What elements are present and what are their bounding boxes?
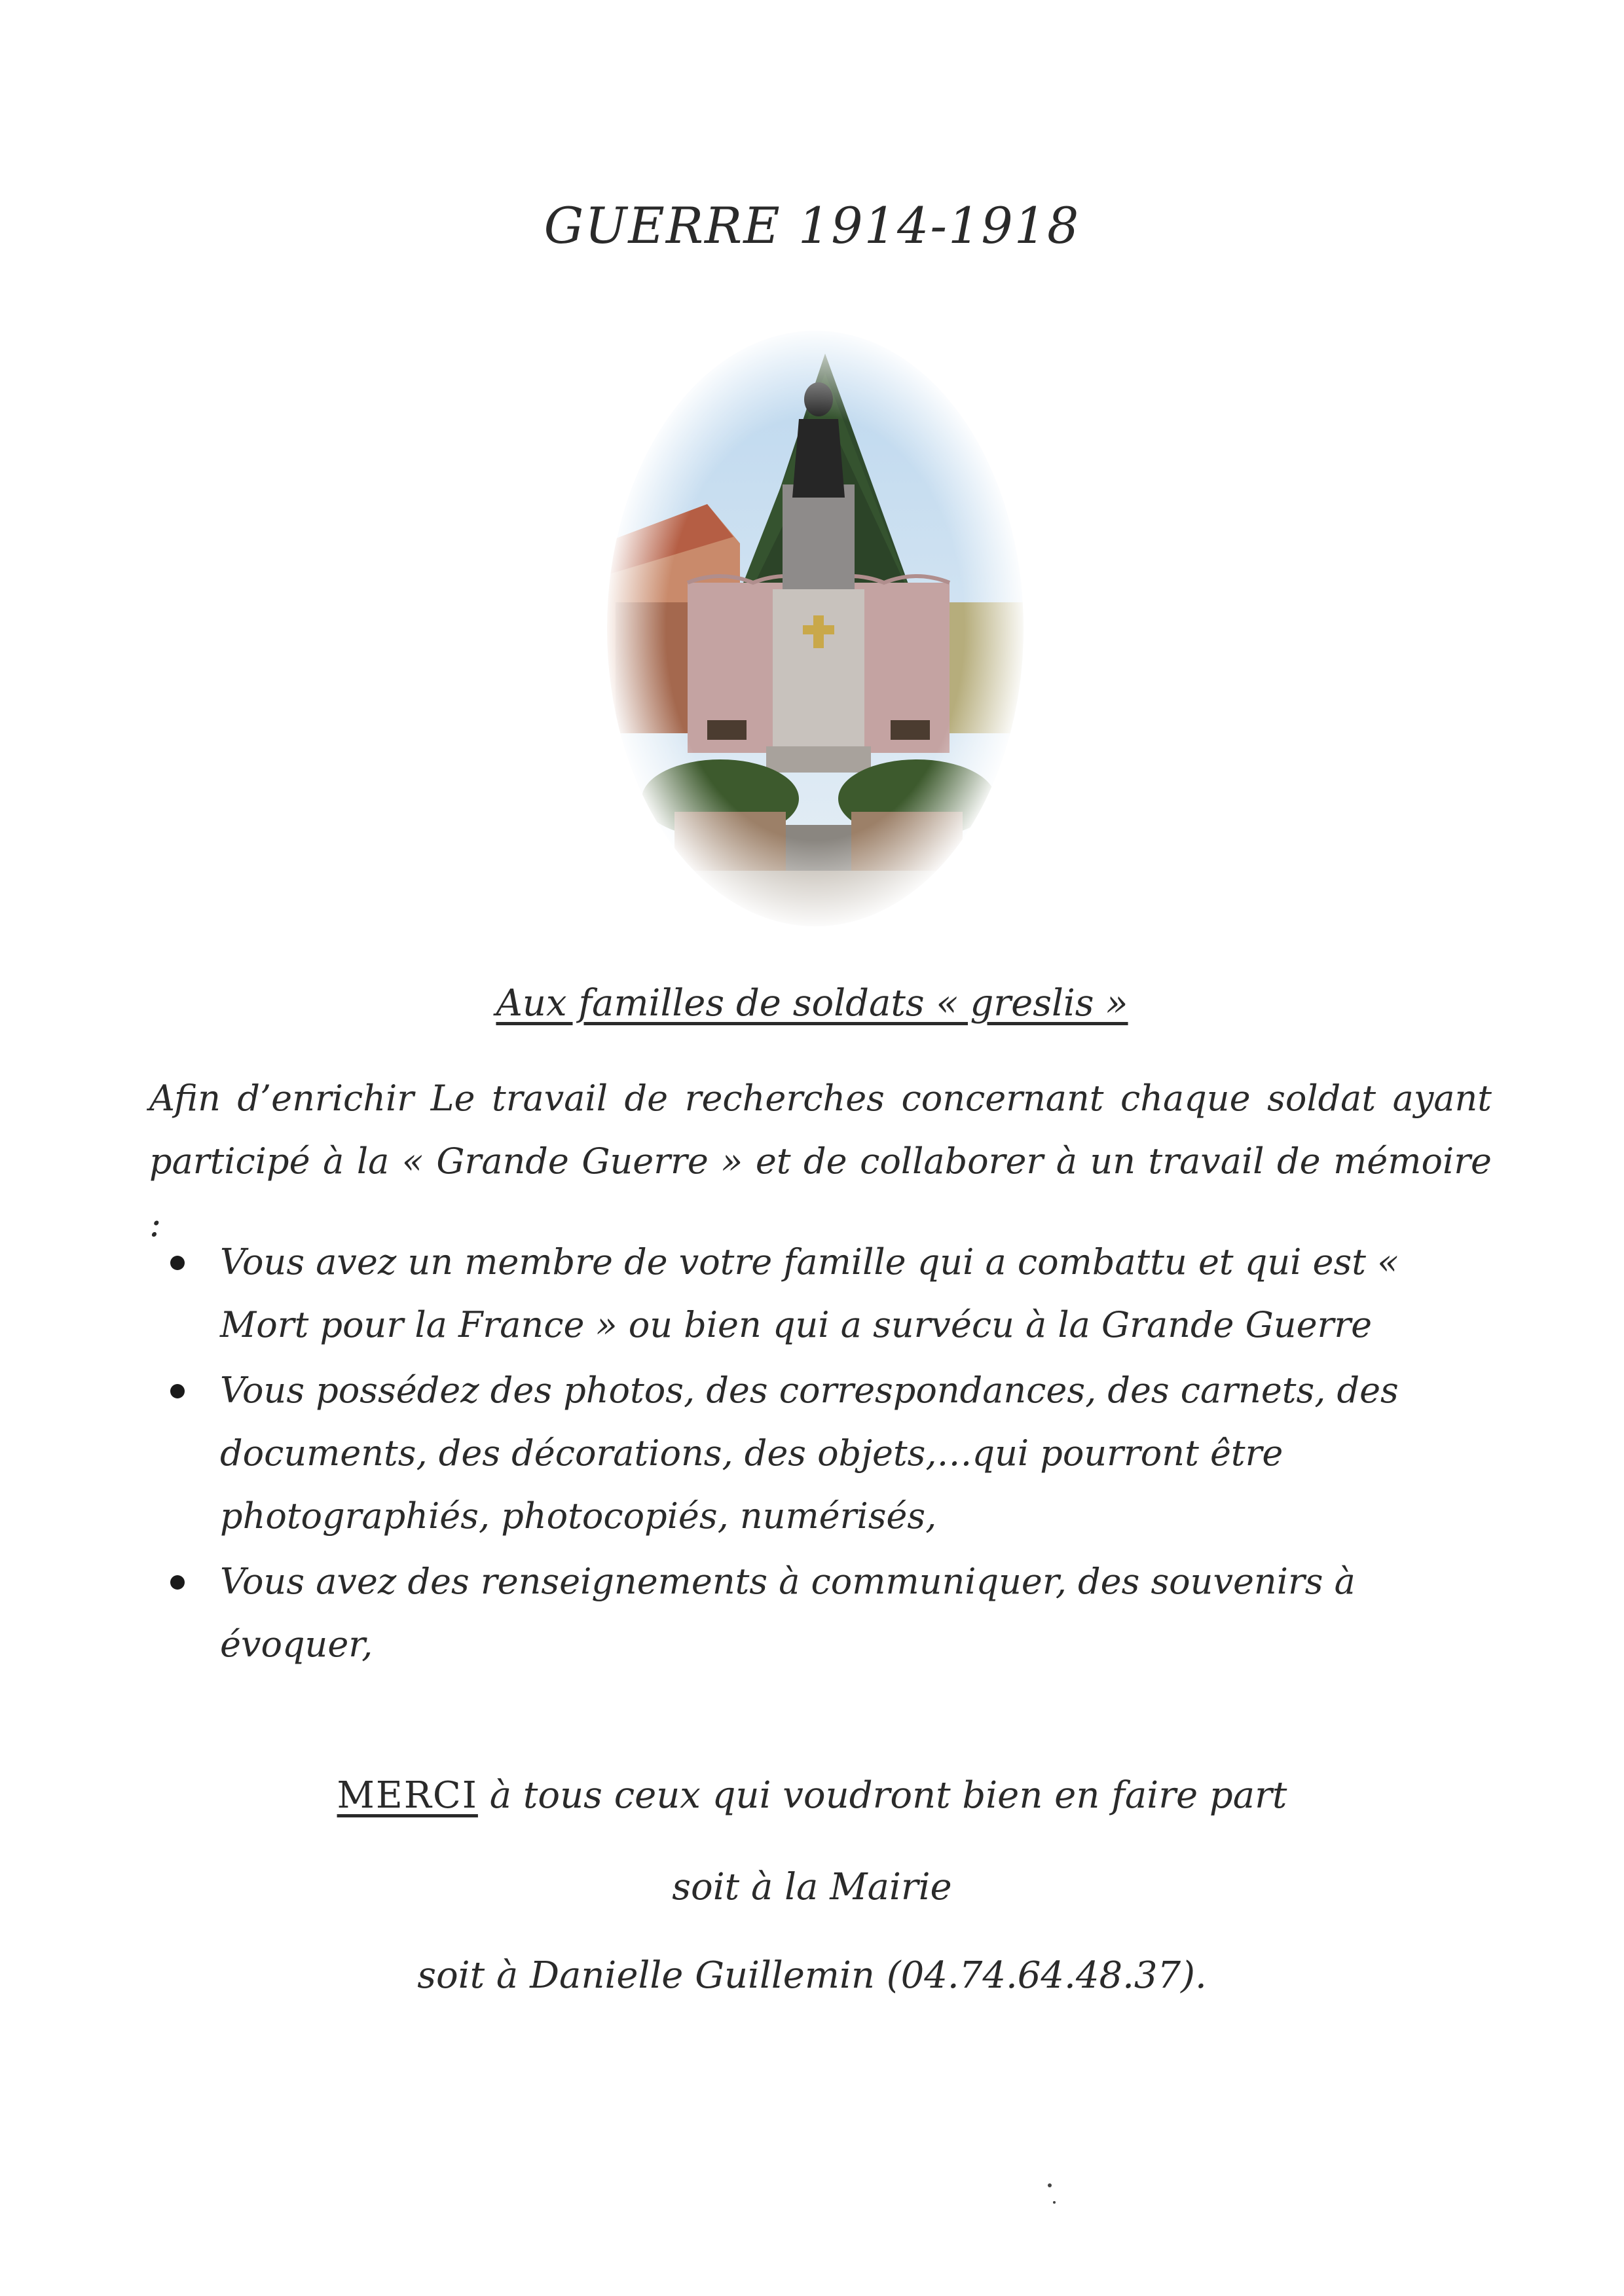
list-item: [149, 1550, 1459, 1676]
thanks-line: [0, 1774, 1624, 1817]
war-memorial-photo: [602, 327, 1028, 930]
bullet-icon: [170, 1384, 185, 1398]
contact-mairie: soit à la Mairie: [672, 1866, 952, 1908]
memorial-illustration: [602, 327, 1028, 930]
scan-speck: [1048, 2183, 1052, 2187]
list-item-text: Vous avez des renseignements à communiquer, des souvenirs à évoquer,: [220, 1561, 1356, 1665]
bullet-icon: [170, 1256, 185, 1270]
scan-speck: [1053, 2201, 1056, 2204]
contact-person: soit à Danielle Guillemin (04.74.64.48.37).: [417, 1954, 1207, 1997]
list-item-text: Vous avez un membre de votre famille qui a combattu et qui est « Mort pour la France » ou bien qui a survécu à la Grande Guerre: [220, 1241, 1399, 1345]
bullet-icon: [170, 1575, 185, 1590]
list-item: [149, 1359, 1459, 1548]
page-title: GUERRE 1914-1918: [544, 196, 1080, 255]
request-list: [149, 1231, 1459, 1679]
list-item-text: Vous possédez des photos, des correspondances, des carnets, des documents, des décorations, des objets,…qui pourront être photographiés, photocopiés, numérisés,: [220, 1370, 1399, 1537]
list-item: [149, 1231, 1459, 1357]
merci-word: MERCI: [337, 1774, 478, 1817]
audience-heading: Aux familles de soldats « greslis »: [496, 982, 1128, 1025]
thanks-text: à tous ceux qui voudront bien en faire part: [477, 1774, 1287, 1817]
intro-paragraph: Afin d’enrichir Le travail de recherches concernant chaque soldat ayant participé à la « Grande Guerre » et de collaborer à un travail de mémoire :: [149, 1078, 1492, 1245]
